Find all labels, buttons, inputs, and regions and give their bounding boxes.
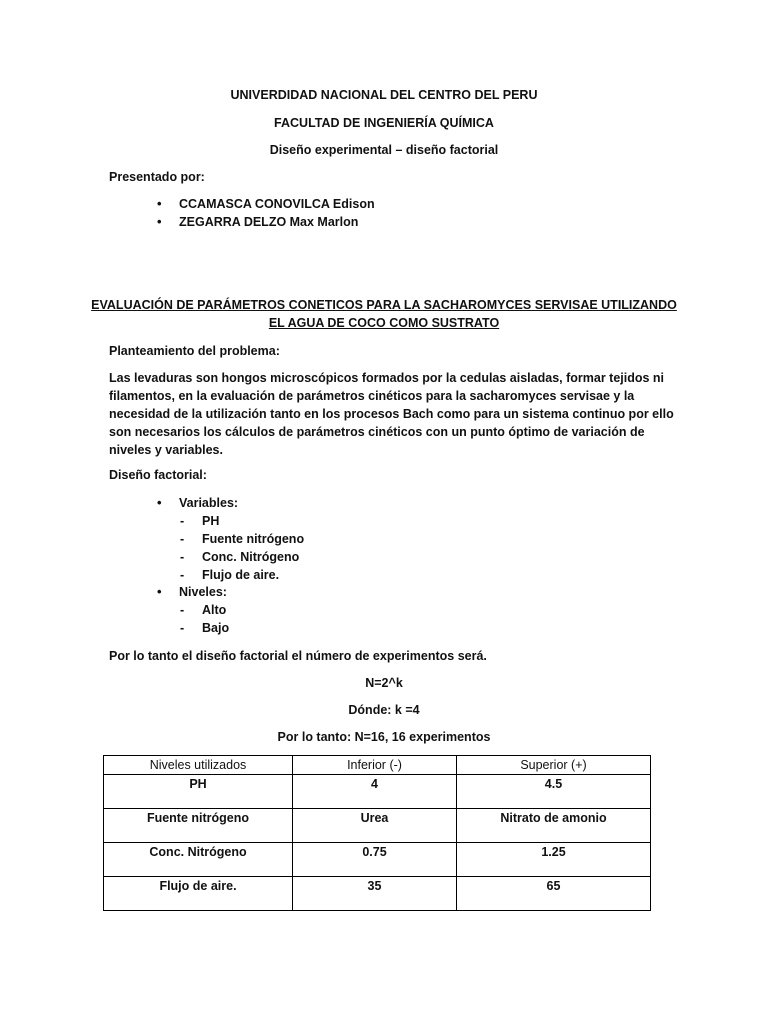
authors-list	[157, 195, 375, 231]
table-cell: Urea	[293, 809, 457, 843]
faculty-name: FACULTAD DE INGENIERÍA QUÍMICA	[274, 116, 494, 130]
table-cell: 35	[293, 877, 457, 911]
problem-paragraph: Las levaduras son hongos microscópicos formados por la cedulas aisladas, formar tejidos ni filamentos, en la evaluación de parámetros cinéticos para la sacharomyces servisae y la necesidad de la utilización tanto en los procesos Bach como para un sistema continuo por ello son necesarios los cálculos de parámetros cinéticos con un punto óptimo de variación de niveles y variables.	[109, 371, 674, 457]
table-row	[104, 809, 651, 843]
list-item: • ZEGARRA DELZO Max Marlon	[157, 214, 359, 229]
problem-heading: Planteamiento del problema:	[109, 344, 280, 358]
bullet-icon: •	[157, 584, 162, 599]
where-text: Dónde: k =4	[348, 703, 420, 717]
table-cell: Nitrato de amonio	[457, 809, 651, 843]
list-item: - PH	[180, 514, 220, 528]
bullet-icon: •	[157, 196, 162, 211]
bullet-icon: •	[157, 495, 162, 510]
table-cell: 4.5	[457, 775, 651, 809]
levels-bullet	[157, 583, 227, 601]
document-title-line-2: EL AGUA DE COCO COMO SUSTRATO	[268, 316, 500, 330]
list-item: • Variables:	[157, 495, 239, 510]
list-item: - Flujo de aire.	[180, 568, 280, 582]
levels-table	[103, 755, 651, 911]
table-cell: Fuente nitrógeno	[104, 809, 293, 843]
table-cell: 0.75	[293, 843, 457, 877]
design-factors-list	[157, 494, 239, 512]
table-cell: 65	[457, 877, 651, 911]
table-header-row	[104, 756, 651, 775]
levels-list	[180, 601, 230, 637]
variables-list	[180, 512, 305, 584]
list-item: - Alto	[180, 603, 227, 617]
list-item: • Niveles:	[157, 584, 227, 599]
table-header: Niveles utilizados	[104, 756, 293, 775]
presented-by-label: Presentado por:	[109, 170, 205, 184]
university-name: UNIVERDIDAD NACIONAL DEL CENTRO DEL PERU	[230, 88, 538, 102]
table-row	[104, 775, 651, 809]
conclusion-text: Por lo tanto el diseño factorial el número de experimentos será.	[109, 649, 487, 663]
formula-text: N=2^k	[365, 676, 403, 690]
result-text: Por lo tanto: N=16, 16 experimentos	[277, 730, 491, 744]
bullet-icon: •	[157, 214, 162, 229]
table-cell: Conc. Nitrógeno	[104, 843, 293, 877]
course-name: Diseño experimental – diseño factorial	[269, 143, 499, 157]
design-heading: Diseño factorial:	[109, 468, 207, 482]
list-item: - Fuente nitrógeno	[180, 532, 305, 546]
table-header: Inferior (-)	[293, 756, 457, 775]
list-item: - Conc. Nitrógeno	[180, 550, 300, 564]
table-cell: Flujo de aire.	[104, 877, 293, 911]
table-row	[104, 843, 651, 877]
table-cell: 4	[293, 775, 457, 809]
table-row	[104, 877, 651, 911]
list-item: • CCAMASCA CONOVILCA Edison	[157, 196, 375, 211]
table-cell: 1.25	[457, 843, 651, 877]
table-header: Superior (+)	[457, 756, 651, 775]
list-item: - Bajo	[180, 621, 230, 635]
document-title-line-1: EVALUACIÓN DE PARÁMETROS CONETICOS PARA LA SACHAROMYCES SERVISAE UTILIZANDO	[91, 298, 677, 312]
table-cell: PH	[104, 775, 293, 809]
